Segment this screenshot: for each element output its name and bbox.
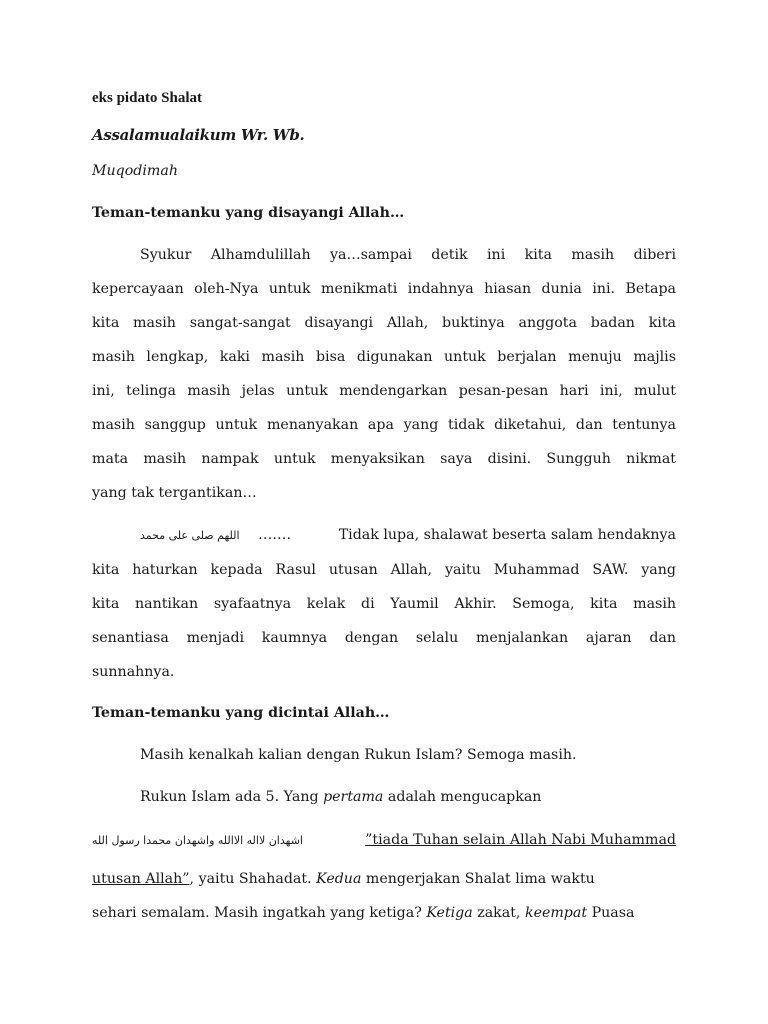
paragraph-line: [92, 831, 676, 850]
greeting: Assalamualaikum Wr. Wb.: [92, 126, 305, 144]
arabic-salawat: اللهم صلى على محمد: [140, 529, 240, 542]
paragraph-line: [140, 788, 676, 806]
paragraph-line: sunnahnya.: [92, 664, 175, 680]
emphasis-keempat: keempat: [524, 905, 588, 921]
emphasis-pertama: pertama: [323, 789, 384, 805]
paragraph-line: masih sanggup untuk menanyakan apa yang tidak diketahui, dan tentunya: [92, 417, 676, 433]
paragraph-line: Masih kenalkah kalian dengan Rukun Islam? Semoga masih.: [140, 747, 577, 763]
paragraph-line: yang tak tergantikan…: [92, 485, 257, 501]
section-heading-1: Teman-temanku yang disayangi Allah…: [92, 205, 405, 221]
paragraph-line: kita haturkan kepada Rasul utusan Allah, yaitu Muhammad SAW. yang: [92, 562, 676, 578]
paragraph-line: [92, 904, 676, 922]
emphasis-kedua: Kedua: [316, 871, 362, 887]
shahada-translation-end: utusan Allah”: [92, 871, 190, 887]
text-run: Puasa: [587, 905, 635, 921]
text-run: mengerjakan Shalat lima waktu: [361, 871, 595, 887]
shahada-translation: ”tiada Tuhan selain Allah Nabi Muhammad: [365, 832, 676, 848]
paragraph-line: senantiasa menjadi kaumnya dengan selalu menjalankan ajaran dan: [92, 630, 676, 646]
paragraph-line: mata masih nampak untuk menyaksikan saya disini. Sungguh nikmat: [92, 451, 676, 467]
text-run: adalah mengucapkan: [383, 789, 542, 805]
text-run: , yaitu Shahadat.: [189, 871, 317, 887]
salawat-text: Tidak lupa, shalawat beserta salam hendaknya: [338, 527, 676, 543]
document-title: eks pidato Shalat: [92, 90, 203, 106]
paragraph-line: [92, 870, 676, 888]
emphasis-ketiga: Ketiga: [426, 905, 473, 921]
text-run: sehari semalam. Masih ingatkah yang ketiga?: [92, 905, 427, 921]
paragraph-line: kita nantikan syafaatnya kelak di Yaumil Akhir. Semoga, kita masih: [92, 596, 676, 612]
paragraph-line: Syukur Alhamdulillah ya…sampai detik ini kita masih diberi: [140, 247, 676, 263]
paragraph-line: masih lengkap, kaki masih bisa digunakan untuk berjalan menuju majlis: [92, 349, 676, 365]
text-run: Rukun Islam ada 5. Yang: [140, 789, 324, 805]
paragraph-line: kita masih sangat-sangat disayangi Allah, buktinya anggota badan kita: [92, 315, 676, 331]
section-heading-2: Teman-temanku yang dicintai Allah…: [92, 705, 390, 721]
paragraph-line: ini, telinga masih jelas untuk mendengarkan pesan-pesan hari ini, mulut: [92, 383, 676, 399]
arabic-shahada: اشهدان لااله الاالله واشهدان محمدا رسول الله: [92, 834, 303, 847]
paragraph-line: [140, 526, 676, 545]
paragraph-line: kepercayaan oleh-Nya untuk menikmati indahnya hiasan dunia ini. Betapa: [92, 281, 676, 297]
intro-heading: Muqodimah: [92, 163, 178, 179]
text-run: zakat,: [472, 905, 525, 921]
ellipsis: …….: [258, 527, 291, 543]
